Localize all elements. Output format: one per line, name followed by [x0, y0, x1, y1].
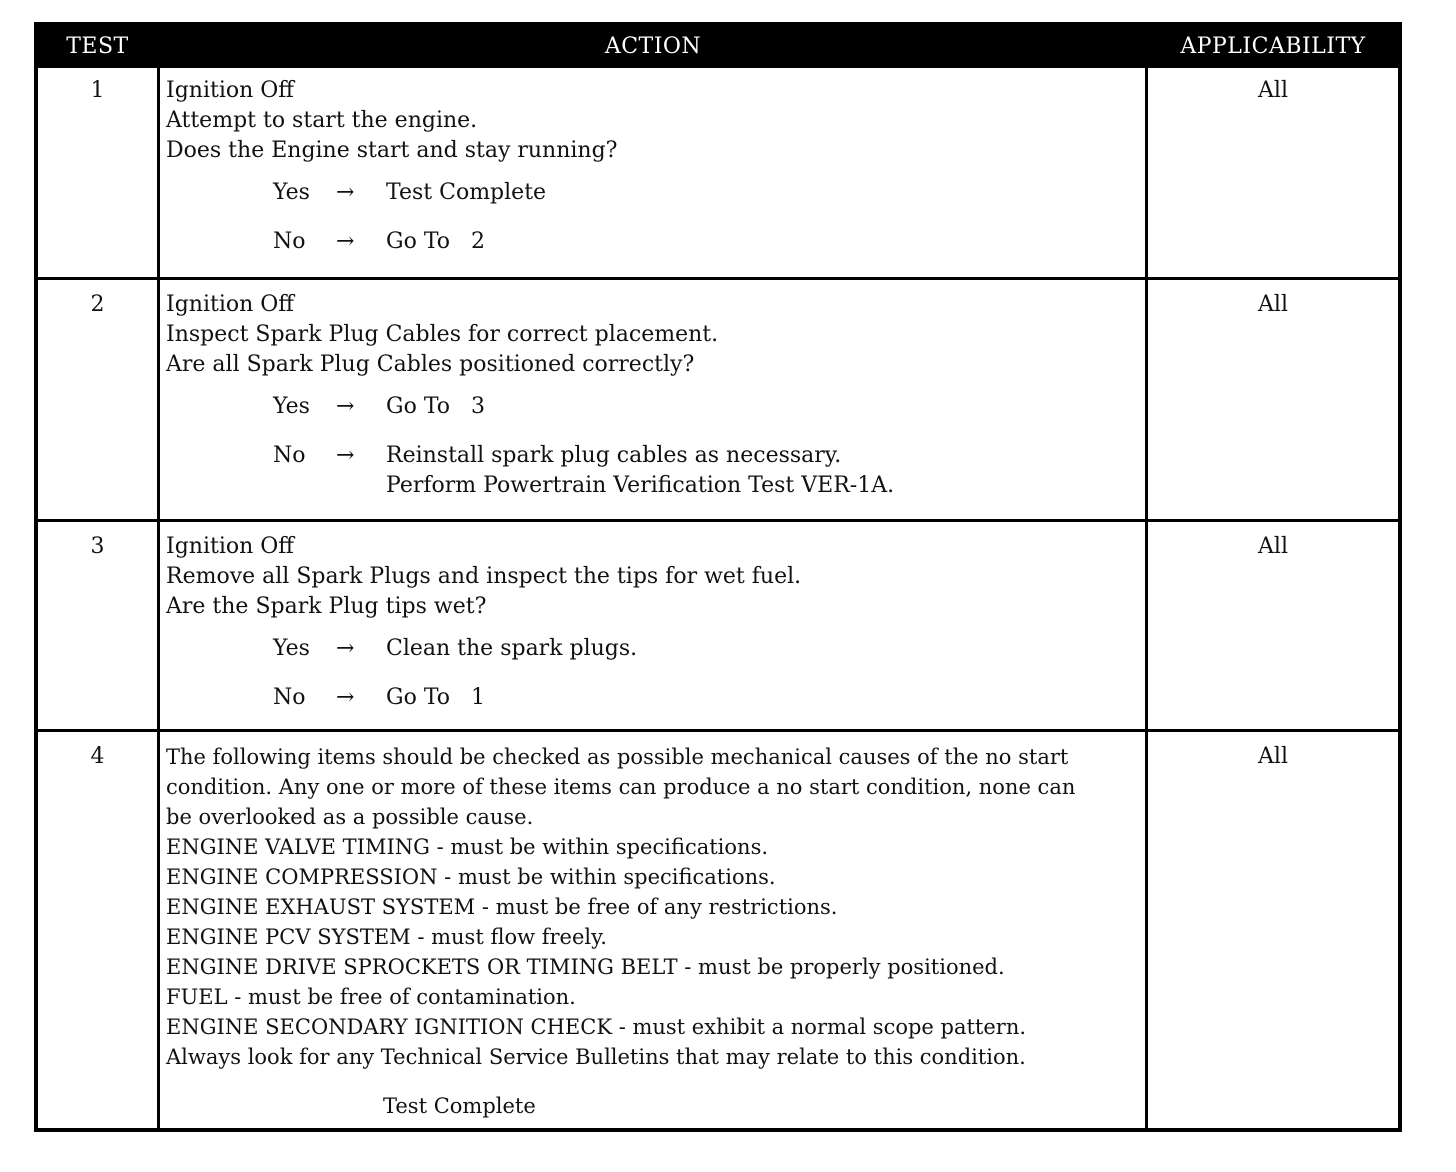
action-line: The following items should be checked as possible mechanical causes of the no start: [166, 745, 1069, 769]
action-line: Does the Engine start and stay running?: [166, 138, 618, 163]
test-applicability: All: [1258, 292, 1288, 317]
header-test: TEST: [66, 34, 129, 59]
arrow-icon: →: [336, 685, 355, 710]
no-result-line: Perform Powertrain Verification Test VER-1A.: [386, 473, 895, 498]
yes-result: Go To 3: [386, 394, 485, 419]
yes-result: Clean the spark plugs.: [386, 636, 638, 661]
test-number: 3: [90, 534, 105, 559]
no-result: [386, 441, 894, 501]
test-row-3: [38, 519, 1398, 729]
action-line: FUEL - must be free of contamination.: [166, 985, 576, 1009]
arrow-icon: →: [336, 180, 355, 205]
arrow-icon: →: [336, 443, 355, 468]
test-action: [166, 290, 1141, 509]
yes-branch: [166, 166, 1141, 215]
no-result-line: Reinstall spark plug cables as necessary.: [386, 443, 842, 468]
diagnostic-test-table: [34, 22, 1402, 1132]
test-applicability: All: [1258, 534, 1288, 559]
no-branch: [166, 429, 1141, 509]
action-line: Are all Spark Plug Cables positioned correctly?: [166, 352, 695, 377]
test-number: 2: [90, 292, 105, 317]
action-line: ENGINE EXHAUST SYSTEM - must be free of any restrictions.: [166, 895, 838, 919]
no-branch: [166, 671, 1141, 720]
no-label: No: [273, 229, 306, 254]
action-line: Are the Spark Plug tips wet?: [166, 594, 487, 619]
action-line: ENGINE COMPRESSION - must be within specifications.: [166, 865, 776, 889]
header-applicability: APPLICABILITY: [1180, 34, 1366, 59]
test-applicability: All: [1258, 78, 1288, 103]
no-result: Go To 1: [386, 685, 485, 710]
no-label: No: [273, 443, 306, 468]
action-line: ENGINE PCV SYSTEM - must flow freely.: [166, 925, 607, 949]
test-action: [166, 76, 1141, 264]
yes-branch: [166, 380, 1141, 429]
arrow-icon: →: [336, 394, 355, 419]
arrow-icon: →: [336, 229, 355, 254]
action-line: Ignition Off: [166, 292, 294, 317]
test-row-4: [38, 729, 1398, 1132]
action-line: Ignition Off: [166, 78, 294, 103]
action-line: Always look for any Technical Service Bulletins that may relate to this condition.: [166, 1045, 1026, 1069]
test-number: 4: [90, 744, 105, 769]
no-branch: [166, 215, 1141, 264]
yes-label: Yes: [273, 636, 310, 661]
test-action: [166, 742, 1141, 1121]
action-line: Ignition Off: [166, 534, 294, 559]
action-line: ENGINE SECONDARY IGNITION CHECK - must exhibit a normal scope pattern.: [166, 1015, 1027, 1039]
action-line: Inspect Spark Plug Cables for correct placement.: [166, 322, 719, 347]
header-action: ACTION: [604, 34, 702, 59]
action-line: be overlooked as a possible cause.: [166, 805, 534, 829]
action-line: Attempt to start the engine.: [166, 108, 478, 133]
test-row-2: [38, 277, 1398, 519]
no-label: No: [273, 685, 306, 710]
action-line: ENGINE DRIVE SPROCKETS OR TIMING BELT - must be properly positioned.: [166, 955, 1005, 979]
action-line: ENGINE VALVE TIMING - must be within specifications.: [166, 835, 769, 859]
test-applicability: All: [1258, 744, 1288, 769]
test-number: 1: [90, 78, 105, 103]
no-result: Go To 2: [386, 229, 485, 254]
arrow-icon: →: [336, 636, 355, 661]
test-row-1: [38, 65, 1398, 277]
test-result: Test Complete: [383, 1094, 536, 1118]
action-line: Remove all Spark Plugs and inspect the tips for wet fuel.: [166, 564, 802, 589]
yes-branch: [166, 622, 1141, 671]
table-header: [38, 26, 1398, 68]
yes-label: Yes: [273, 394, 310, 419]
action-line: condition. Any one or more of these items can produce a no start condition, none can: [166, 775, 1076, 799]
yes-label: Yes: [273, 180, 310, 205]
test-action: [166, 532, 1141, 720]
yes-result: Test Complete: [386, 180, 547, 205]
